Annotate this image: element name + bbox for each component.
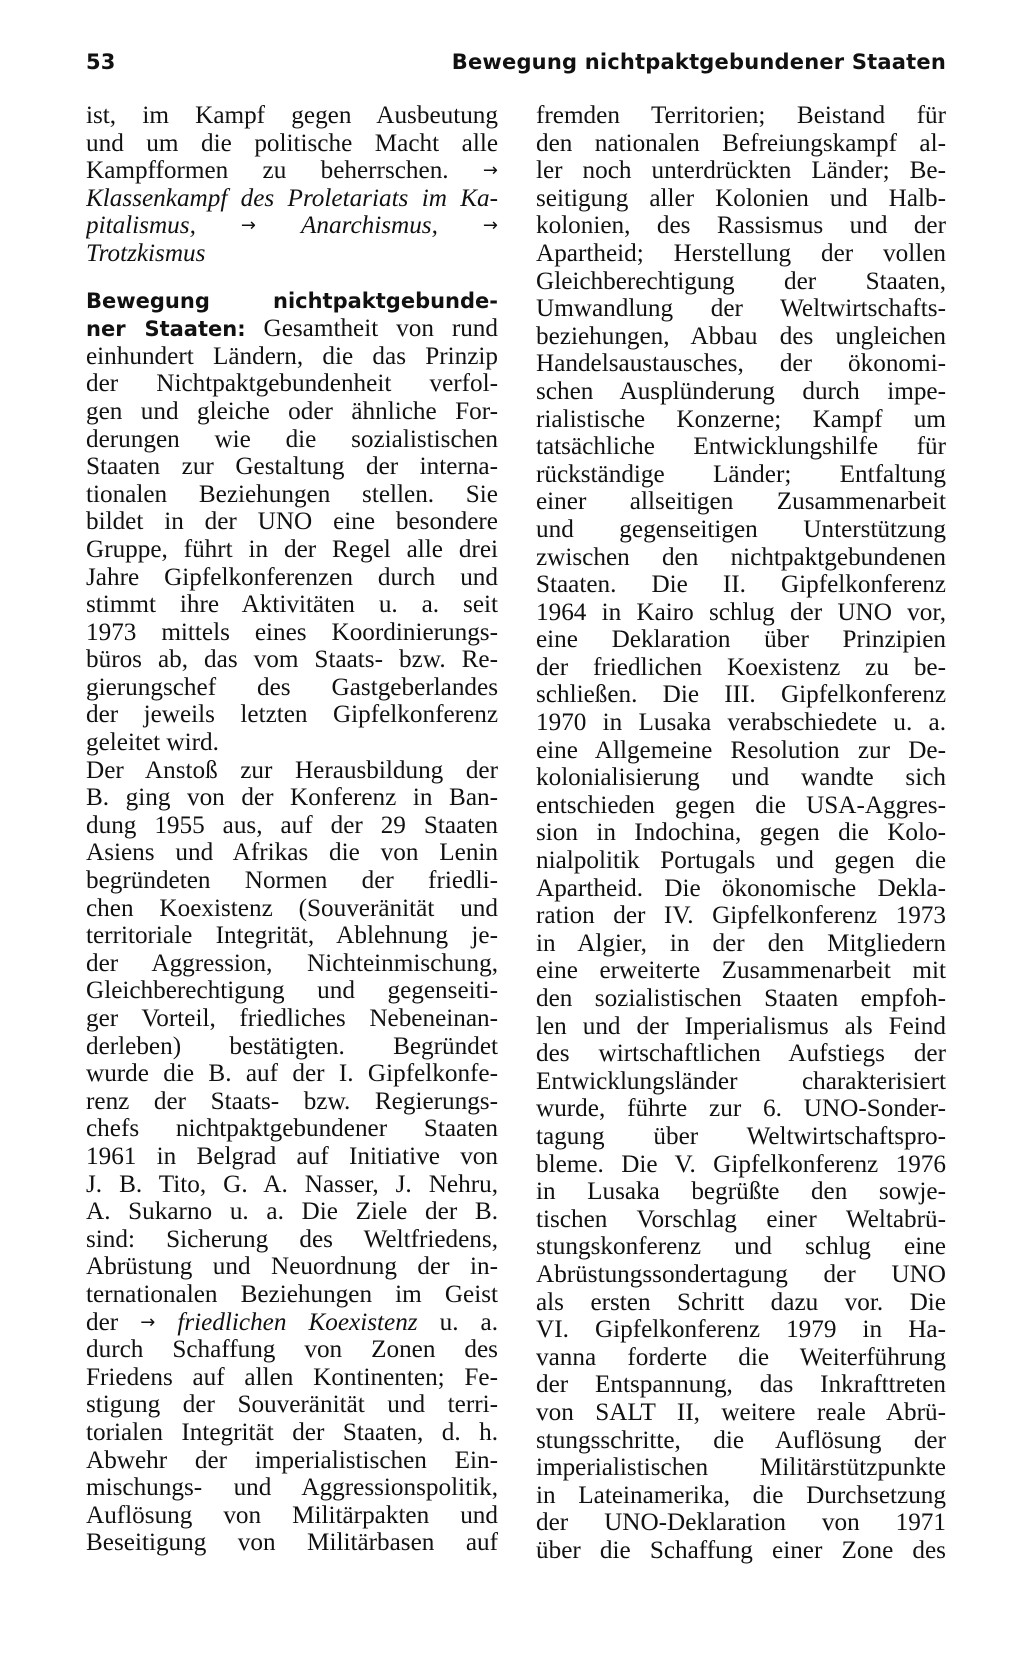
text-line: VI. Gipfelkonferenz 1979 in Ha-: [536, 1316, 946, 1344]
entry-headword: Bewegung nichtpaktgebunde-: [86, 288, 498, 313]
text-line: territoriale Integrität, Ablehnung je-: [86, 922, 498, 950]
text-line: chefs nichtpaktgebundener Staaten: [86, 1115, 498, 1143]
text-line: über die Schaffung einer Zone des: [536, 1536, 946, 1564]
text-line: und gegenseitigen Unterstützung: [536, 515, 946, 543]
text-line: als ersten Schritt dazu vor. Die: [536, 1288, 946, 1316]
text-line: [86, 212, 498, 240]
text-line: torialen Integrität der Staaten, d. h.: [86, 1418, 498, 1446]
text-line: eine erweiterte Zusammenarbeit mit: [536, 957, 946, 985]
page-number: 53: [86, 50, 116, 74]
text-line: zwischen den nichtpaktgebundenen: [536, 543, 946, 571]
text-line: derungen wie die sozialistischen: [86, 425, 498, 453]
text-line: schließen. Die III. Gipfelkonferenz: [536, 681, 946, 709]
left-column: [86, 102, 498, 1557]
text-line: 1970 in Lusaka verabschiedete u. a.: [536, 709, 946, 737]
paragraph-gap: [86, 268, 498, 288]
text-line: tagung über Weltwirtschaftspro-: [536, 1122, 946, 1150]
text-line: durch Schaffung von Zonen des: [86, 1336, 498, 1364]
text-line: der Entspannung, das Inkrafttreten: [536, 1371, 946, 1399]
text-line: stigung der Souveränität und terri-: [86, 1391, 498, 1419]
text-line: der friedlichen Koexistenz zu be-: [536, 653, 946, 681]
text-line: wurde die B. auf der I. Gipfelkonfe-: [86, 1060, 498, 1088]
text-line: tatsächliche Entwicklungshilfe für: [536, 433, 946, 461]
text-fragment: Gesamtheit von rund: [263, 315, 498, 343]
text-line: Auflösung von Militärpakten und: [86, 1501, 498, 1529]
text-line: 1961 in Belgrad auf Initiative von: [86, 1142, 498, 1170]
running-title: Bewegung nichtpaktgebundener Staaten: [451, 50, 946, 74]
text-line: Gruppe, führt in der Regel alle drei: [86, 535, 498, 563]
text-line: Handelsaustausches, der ökonomi-: [536, 350, 946, 378]
text-line: stungsschritte, die Auflösung der: [536, 1426, 946, 1454]
text-line: Beseitigung von Militärbasen auf: [86, 1529, 498, 1557]
text-line: Apartheid. Die ökonomische Dekla-: [536, 874, 946, 902]
text-line: kolonialisierung und wandte sich: [536, 764, 946, 792]
text-line: ger Vorteil, friedliches Nebeneinan-: [86, 1005, 498, 1032]
text-line: renz der Staats- bzw. Regierungs-: [86, 1087, 498, 1115]
text-line: einhundert Ländern, die das Prinzip: [86, 342, 498, 370]
page-header: [86, 50, 946, 90]
cross-reference: Klassenkampf des Proletariats im Ka-: [86, 184, 498, 212]
text-line: begründeten Normen der friedli-: [86, 867, 498, 895]
text-line: imperialistischen Militärstützpunkte: [536, 1454, 946, 1482]
text-fragment: der: [86, 1308, 119, 1336]
text-line: [86, 1309, 498, 1337]
cross-reference-arrow-icon: →: [482, 215, 498, 237]
text-line: Abrüstung und Neuordnung der in-: [86, 1253, 498, 1281]
text-line: A. Sukarno u. a. Die Ziele der B.: [86, 1198, 498, 1226]
text-line: bildet in der UNO eine besondere: [86, 508, 498, 536]
text-line: stungskonferenz und schlug eine: [536, 1233, 946, 1261]
text-line: eine Deklaration über Prinzipien: [536, 626, 946, 654]
text-line: B. ging von der Konferenz in Ban-: [86, 784, 498, 812]
text-line: des wirtschaftlichen Aufstiegs der: [536, 1040, 946, 1068]
text-line: der Nichtpaktgebundenheit verfol-: [86, 370, 498, 398]
text-line: wurde, führte zur 6. UNO-Sonder-: [536, 1095, 946, 1123]
text-line: rückständige Länder; Entfaltung: [536, 460, 946, 488]
text-line: derleben) bestätigten. Begründet: [86, 1032, 498, 1060]
entry-headword: ner Staaten:: [86, 317, 246, 342]
text-line: dung 1955 aus, auf der 29 Staaten: [86, 811, 498, 839]
text-line: Gleichberechtigung der Staaten,: [536, 267, 946, 295]
text-line: fremden Territorien; Beistand für: [536, 102, 946, 129]
text-line: einer allseitigen Zusammenarbeit: [536, 488, 946, 516]
text-line: den sozialistischen Staaten empfoh-: [536, 985, 946, 1012]
right-column: [536, 102, 946, 1564]
text-line: Friedens auf allen Kontinenten; Fe-: [86, 1363, 498, 1391]
text-line: bleme. Die V. Gipfelkonferenz 1976: [536, 1150, 946, 1178]
text-line: der jeweils letzten Gipfelkonferenz: [86, 701, 498, 729]
text-line: schen Ausplünderung durch impe-: [536, 377, 946, 405]
text-line: Staaten zur Gestaltung der interna-: [86, 453, 498, 481]
text-line: der UNO-Deklaration von 1971: [536, 1509, 946, 1537]
text-line: eine Allgemeine Resolution zur De-: [536, 736, 946, 764]
text-line: geleitet wird.: [86, 729, 219, 757]
text-line: seitigung aller Kolonien und Halb-: [536, 184, 946, 212]
text-line: in Lateinamerika, die Durchsetzung: [536, 1481, 946, 1509]
text-line: Asiens und Afrikas die von Lenin: [86, 839, 498, 867]
text-line: gen und gleiche oder ähnliche For-: [86, 397, 498, 425]
text-line: ration der IV. Gipfelkonferenz 1973: [536, 902, 946, 930]
text-line: in Lusaka begrüßte den sowje-: [536, 1178, 946, 1206]
text-line: Jahre Gipfelkonferenzen durch und: [86, 563, 498, 591]
text-line: vanna forderte die Weiterführung: [536, 1343, 946, 1371]
text-line: tischen Vorschlag einer Weltabrü-: [536, 1205, 946, 1233]
text-line: der Aggression, Nichteinmischung,: [86, 949, 498, 977]
text-line: von SALT II, weitere reale Abrü-: [536, 1398, 946, 1426]
text-fragment: Kampfformen zu beherrschen.: [86, 157, 449, 185]
text-line: 1973 mittels eines Koordinierungs-: [86, 618, 498, 646]
text-line: mischungs- und Aggressionspolitik,: [86, 1474, 498, 1502]
cross-reference-arrow-icon: →: [140, 1311, 156, 1333]
text-line: und um die politische Macht alle: [86, 129, 498, 157]
text-line: Entwicklungsländer charakterisiert: [536, 1067, 946, 1095]
text-line: ternationalen Beziehungen im Geist: [86, 1280, 498, 1308]
text-line: entschieden gegen die USA-Aggres-: [536, 791, 946, 819]
text-line: [86, 315, 498, 343]
text-line: Umwandlung der Weltwirtschafts-: [536, 295, 946, 323]
text-line: nialpolitik Portugals und gegen die: [536, 847, 946, 875]
text-line: büros ab, das vom Staats- bzw. Re-: [86, 646, 498, 674]
cross-reference-arrow-icon: →: [240, 215, 256, 237]
text-line: den nationalen Befreiungskampf al-: [536, 129, 946, 157]
text-line: kolonien, des Rassismus und der: [536, 212, 946, 240]
text-line: len und der Imperialismus als Feind: [536, 1012, 946, 1040]
text-line: [86, 157, 498, 185]
text-line: gierungschef des Gastgeberlandes: [86, 673, 498, 701]
cross-reference: friedlichen Koexistenz: [177, 1308, 418, 1336]
text-line: 1964 in Kairo schlug der UNO vor,: [536, 598, 946, 626]
text-line: Apartheid; Herstellung der vollen: [536, 239, 946, 267]
text-line: Der Anstoß zur Herausbildung der: [86, 756, 498, 784]
text-line: ist, im Kampf gegen Ausbeutung: [86, 102, 498, 129]
text-line: in Algier, in der den Mitgliedern: [536, 929, 946, 957]
text-line: rialistische Konzerne; Kampf um: [536, 405, 946, 433]
text-line: tionalen Beziehungen stellen. Sie: [86, 480, 498, 508]
cross-reference-arrow-icon: →: [482, 160, 498, 182]
text-line: Abwehr der imperialistischen Ein-: [86, 1446, 498, 1474]
cross-reference: Anarchismus,: [301, 212, 438, 240]
text-line: chen Koexistenz (Souveränität und: [86, 894, 498, 922]
text-line: beziehungen, Abbau des ungleichen: [536, 322, 946, 350]
text-line: Abrüstungssondertagung der UNO: [536, 1260, 946, 1288]
text-line: stimmt ihre Aktivitäten u. a. seit: [86, 591, 498, 619]
cross-reference: Trotzkismus: [86, 239, 206, 267]
text-line: ler noch unterdrückten Länder; Be-: [536, 157, 946, 185]
text-line: Gleichberechtigung und gegenseiti-: [86, 977, 498, 1005]
text-fragment: u. a.: [439, 1308, 498, 1336]
text-line: Staaten. Die II. Gipfelkonferenz: [536, 571, 946, 599]
cross-reference: pitalismus,: [86, 212, 196, 240]
text-line: sion in Indochina, gegen die Kolo-: [536, 819, 946, 847]
text-line: J. B. Tito, G. A. Nasser, J. Nehru,: [86, 1170, 498, 1198]
text-line: sind: Sicherung des Weltfriedens,: [86, 1225, 498, 1253]
